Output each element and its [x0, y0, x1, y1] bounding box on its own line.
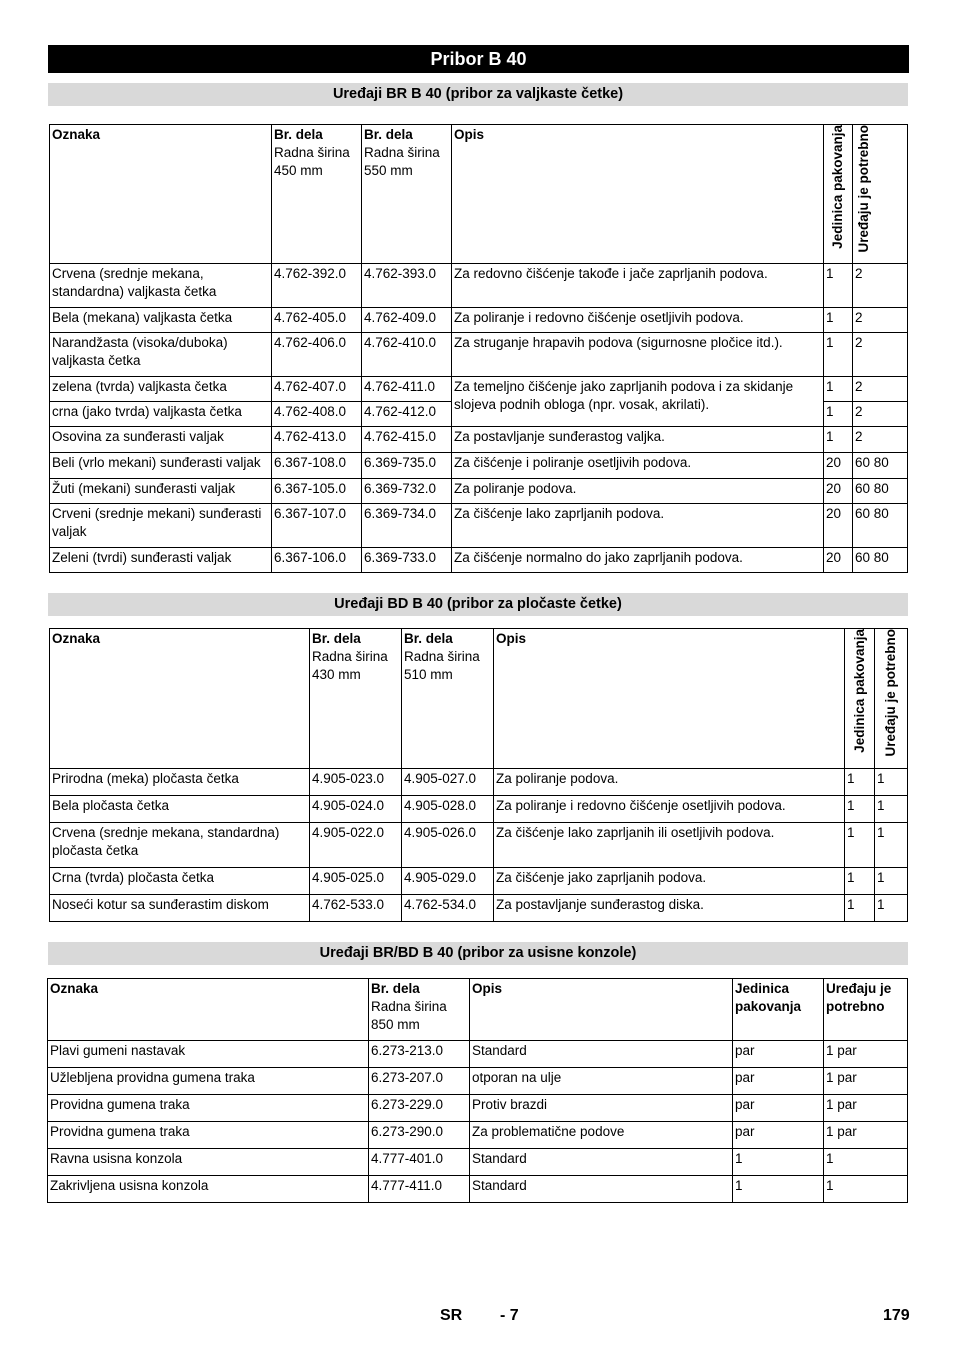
header-opis: Opis: [454, 127, 485, 142]
header-br2-sub1: Radna širina: [404, 649, 480, 664]
header-br2-title: Br. dela: [364, 127, 413, 142]
cell-potrebno: 1 par: [824, 1068, 908, 1095]
cell-br1: 4.762-407.0: [272, 377, 362, 402]
table-row: [50, 453, 908, 479]
cell-potrebno: 1: [875, 796, 908, 823]
cell-jedinica: 1: [824, 264, 853, 308]
cell-oznaka: Providna gumena traka: [48, 1122, 369, 1149]
cell-jedinica: 1: [824, 402, 853, 427]
cell-br1: 6.367-107.0: [272, 504, 362, 548]
cell-br2: 4.762-411.0: [362, 377, 452, 402]
cell-oznaka: Prirodna (meka) pločasta četka: [50, 769, 310, 796]
cell-oznaka: Bela (mekana) valjkasta četka: [50, 308, 272, 333]
cell-opis: Za čišćenje jako zaprljanih podova.: [494, 868, 845, 895]
table-row: [50, 377, 908, 402]
cell-oznaka: Zeleni (tvrdi) sunđerasti valjak: [50, 548, 272, 573]
header-br1-sub2: 450 mm: [274, 163, 323, 178]
cell-br1: 4.762-406.0: [272, 333, 362, 377]
cell-opis: Za poliranje podova.: [452, 479, 824, 504]
cell-opis: Standard: [470, 1176, 733, 1203]
cell-opis: Za postavljanje sunđerastog diska.: [494, 895, 845, 922]
cell-jedinica: 20: [824, 479, 853, 504]
header-uredjaju: Uređaju je potrebno: [883, 629, 898, 757]
header-br1-sub1: Radna širina: [274, 145, 350, 160]
cell-br2: 4.762-393.0: [362, 264, 452, 308]
cell-jedinica: par: [733, 1095, 824, 1122]
cell-potrebno: 2: [853, 377, 908, 402]
cell-potrebno: 2: [853, 333, 908, 377]
footer-section-page: - 7: [500, 1307, 519, 1324]
cell-jedinica: 1: [824, 377, 853, 402]
cell-opis: Za poliranje i redovno čišćenje osetljivih podova.: [494, 796, 845, 823]
cell-potrebno: 60 80: [853, 453, 908, 479]
cell-jedinica: 1: [733, 1149, 824, 1176]
cell-oznaka: Plavi gumeni nastavak: [48, 1041, 369, 1068]
header-br-sub2: 850 mm: [371, 1017, 420, 1032]
header-jedinica-1: Jedinica: [735, 981, 790, 996]
table-row: [50, 548, 908, 573]
table-row: [50, 308, 908, 333]
cell-oznaka: Beli (vrlo mekani) sunđerasti valjak: [50, 453, 272, 479]
cell-oznaka: Osovina za sunđerasti valjak: [50, 427, 272, 453]
cell-br: 4.777-411.0: [369, 1176, 470, 1203]
cell-opis: Za temeljno čišćenje jako zaprljanih podova i za skidanje slojeva podnih obloga (npr. vosak, akrilati).: [452, 377, 824, 427]
cell-jedinica: 20: [824, 453, 853, 479]
cell-br1: 4.762-392.0: [272, 264, 362, 308]
cell-oznaka: Ravna usisna konzola: [48, 1149, 369, 1176]
header-br-title: Br. dela: [371, 981, 420, 996]
header-br2-sub2: 510 mm: [404, 667, 453, 682]
table-row: [48, 1122, 908, 1149]
table-row: [50, 504, 908, 548]
cell-jedinica: 1: [733, 1176, 824, 1203]
cell-br2: 6.369-733.0: [362, 548, 452, 573]
cell-jedinica: 1: [824, 308, 853, 333]
cell-opis: Standard: [470, 1149, 733, 1176]
header-br1-title: Br. dela: [312, 631, 361, 646]
cell-jedinica: 1: [824, 333, 853, 377]
cell-jedinica: 1: [845, 823, 875, 868]
cell-opis: Za redovno čišćenje takođe i jače zaprljanih podova.: [452, 264, 824, 308]
cell-opis: Za čišćenje normalno do jako zaprljanih podova.: [452, 548, 824, 573]
table-header-row: [48, 979, 908, 1041]
cell-potrebno: 60 80: [853, 504, 908, 548]
cell-opis: otporan na ulje: [470, 1068, 733, 1095]
cell-br2: 4.905-027.0: [402, 769, 494, 796]
cell-br2: 6.369-732.0: [362, 479, 452, 504]
cell-jedinica: 20: [824, 504, 853, 548]
header-potrebno-2: potrebno: [826, 999, 885, 1014]
header-jedinica: Jedinica pakovanja: [830, 125, 845, 249]
cell-jedinica: 1: [845, 796, 875, 823]
table-row: [48, 1176, 908, 1203]
cell-opis: Za problematične podove: [470, 1122, 733, 1149]
cell-opis: Za čišćenje i poliranje osetljivih podova.: [452, 453, 824, 479]
cell-br: 6.273-207.0: [369, 1068, 470, 1095]
cell-jedinica: par: [733, 1122, 824, 1149]
header-br1-sub2: 430 mm: [312, 667, 361, 682]
header-opis: Opis: [472, 981, 503, 996]
header-jedinica: Jedinica pakovanja: [851, 629, 867, 753]
cell-oznaka: Crveni (srednje mekani) sunđerasti valjak: [50, 504, 272, 548]
page-number: 179: [883, 1307, 910, 1324]
cell-br: 6.273-290.0: [369, 1122, 470, 1149]
cell-potrebno: 1 par: [824, 1041, 908, 1068]
cell-oznaka: Bela pločasta četka: [50, 796, 310, 823]
cell-jedinica: 1: [845, 868, 875, 895]
header-oznaka: Oznaka: [50, 981, 99, 996]
table-row: [50, 895, 908, 922]
cell-br2: 4.905-028.0: [402, 796, 494, 823]
footer-language: SR: [440, 1307, 463, 1324]
cell-br1: 4.905-025.0: [310, 868, 402, 895]
cell-jedinica: par: [733, 1068, 824, 1095]
cell-oznaka: Providna gumena traka: [48, 1095, 369, 1122]
cell-br: 6.273-229.0: [369, 1095, 470, 1122]
header-br1-sub1: Radna širina: [312, 649, 388, 664]
header-opis: Opis: [496, 631, 527, 646]
cell-br: 6.273-213.0: [369, 1041, 470, 1068]
cell-oznaka: zelena (tvrda) valjkasta četka: [50, 377, 272, 402]
cell-jedinica: 1: [845, 895, 875, 922]
cell-potrebno: 1: [875, 769, 908, 796]
table-row: [50, 264, 908, 308]
cell-potrebno: 1: [875, 823, 908, 868]
header-jedinica-2: pakovanja: [735, 999, 802, 1014]
cell-potrebno: 60 80: [853, 479, 908, 504]
table-bd-b40: [49, 628, 908, 922]
cell-potrebno: 1: [875, 895, 908, 922]
header-uredjaju: Uređaju je potrebno: [856, 125, 871, 253]
cell-br1: 4.905-022.0: [310, 823, 402, 868]
cell-br2: 4.762-534.0: [402, 895, 494, 922]
cell-br2: 4.905-026.0: [402, 823, 494, 868]
cell-potrebno: 1: [875, 868, 908, 895]
table-row: [50, 796, 908, 823]
header-oznaka: Oznaka: [52, 631, 101, 646]
cell-potrebno: 60 80: [853, 548, 908, 573]
cell-br2: 6.369-734.0: [362, 504, 452, 548]
cell-potrebno: 1 par: [824, 1095, 908, 1122]
section1-title: Uređaji BR B 40 (pribor za valjkaste četke): [48, 83, 908, 106]
cell-br: 4.777-401.0: [369, 1149, 470, 1176]
table-row: [50, 427, 908, 453]
table-header-row: [50, 629, 908, 769]
cell-potrebno: 2: [853, 427, 908, 453]
cell-br1: 4.905-024.0: [310, 796, 402, 823]
cell-oznaka: Crvena (srednje mekana, standardna) pločasta četka: [50, 823, 310, 868]
table-row: [48, 1041, 908, 1068]
cell-oznaka: Narandžasta (visoka/duboka) valjkasta četka: [50, 333, 272, 377]
cell-br1: 6.367-108.0: [272, 453, 362, 479]
table-header-row: [50, 125, 908, 264]
cell-potrebno: 1: [824, 1149, 908, 1176]
cell-br2: 4.762-409.0: [362, 308, 452, 333]
header-br2-title: Br. dela: [404, 631, 453, 646]
header-br2-sub1: Radna širina: [364, 145, 440, 160]
cell-br2: 6.369-735.0: [362, 453, 452, 479]
cell-oznaka: Zakrivljena usisna konzola: [48, 1176, 369, 1203]
table-row: [50, 823, 908, 868]
header-br2-sub2: 550 mm: [364, 163, 413, 178]
table-usisne-konzole: [47, 978, 908, 1203]
cell-br2: 4.905-029.0: [402, 868, 494, 895]
cell-opis: Standard: [470, 1041, 733, 1068]
cell-br1: 6.367-106.0: [272, 548, 362, 573]
cell-jedinica: 20: [824, 548, 853, 573]
cell-br1: 6.367-105.0: [272, 479, 362, 504]
header-br-sub1: Radna širina: [371, 999, 447, 1014]
cell-oznaka: Crvena (srednje mekana, standardna) valjkasta četka: [50, 264, 272, 308]
table-br-b40: [49, 124, 908, 573]
cell-potrebno: 2: [853, 308, 908, 333]
table-row: [50, 333, 908, 377]
cell-potrebno: 2: [853, 264, 908, 308]
cell-opis: Za čišćenje lako zaprljanih ili osetljivih podova.: [494, 823, 845, 868]
section2-title: Uređaji BD B 40 (pribor za pločaste četke): [48, 593, 908, 616]
header-oznaka: Oznaka: [52, 127, 101, 142]
cell-br1: 4.762-405.0: [272, 308, 362, 333]
table-row: [50, 479, 908, 504]
cell-opis: Za čišćenje lako zaprljanih podova.: [452, 504, 824, 548]
section3-title: Uređaji BR/BD B 40 (pribor za usisne konzole): [48, 942, 908, 965]
table-row: [50, 868, 908, 895]
header-br1-title: Br. dela: [274, 127, 323, 142]
cell-br1: 4.905-023.0: [310, 769, 402, 796]
table-row: [48, 1068, 908, 1095]
header-potrebno-1: Uređaju je: [826, 981, 892, 996]
cell-br2: 4.762-412.0: [362, 402, 452, 427]
cell-oznaka: Noseći kotur sa sunđerastim diskom: [50, 895, 310, 922]
cell-potrebno: 1: [824, 1176, 908, 1203]
cell-br1: 4.762-408.0: [272, 402, 362, 427]
table-row: [50, 769, 908, 796]
cell-opis: Protiv brazdi: [470, 1095, 733, 1122]
cell-br1: 4.762-533.0: [310, 895, 402, 922]
cell-br2: 4.762-410.0: [362, 333, 452, 377]
cell-oznaka: Žuti (mekani) sunđerasti valjak: [50, 479, 272, 504]
table-row: [48, 1149, 908, 1176]
cell-opis: Za postavljanje sunđerastog valjka.: [452, 427, 824, 453]
cell-br2: 4.762-415.0: [362, 427, 452, 453]
cell-opis: Za struganje hrapavih podova (sigurnosne pločice itd.).: [452, 333, 824, 377]
page-title: Pribor B 40: [48, 45, 909, 73]
cell-jedinica: 1: [824, 427, 853, 453]
cell-oznaka: crna (jako tvrda) valjkasta četka: [50, 402, 272, 427]
cell-opis: Za poliranje i redovno čišćenje osetljivih podova.: [452, 308, 824, 333]
cell-opis: Za poliranje podova.: [494, 769, 845, 796]
cell-br1: 4.762-413.0: [272, 427, 362, 453]
table-row: [48, 1095, 908, 1122]
cell-potrebno: 2: [853, 402, 908, 427]
cell-potrebno: 1 par: [824, 1122, 908, 1149]
cell-jedinica: 1: [845, 769, 875, 796]
cell-oznaka: Užlebljena providna gumena traka: [48, 1068, 369, 1095]
cell-jedinica: par: [733, 1041, 824, 1068]
cell-oznaka: Crna (tvrda) pločasta četka: [50, 868, 310, 895]
